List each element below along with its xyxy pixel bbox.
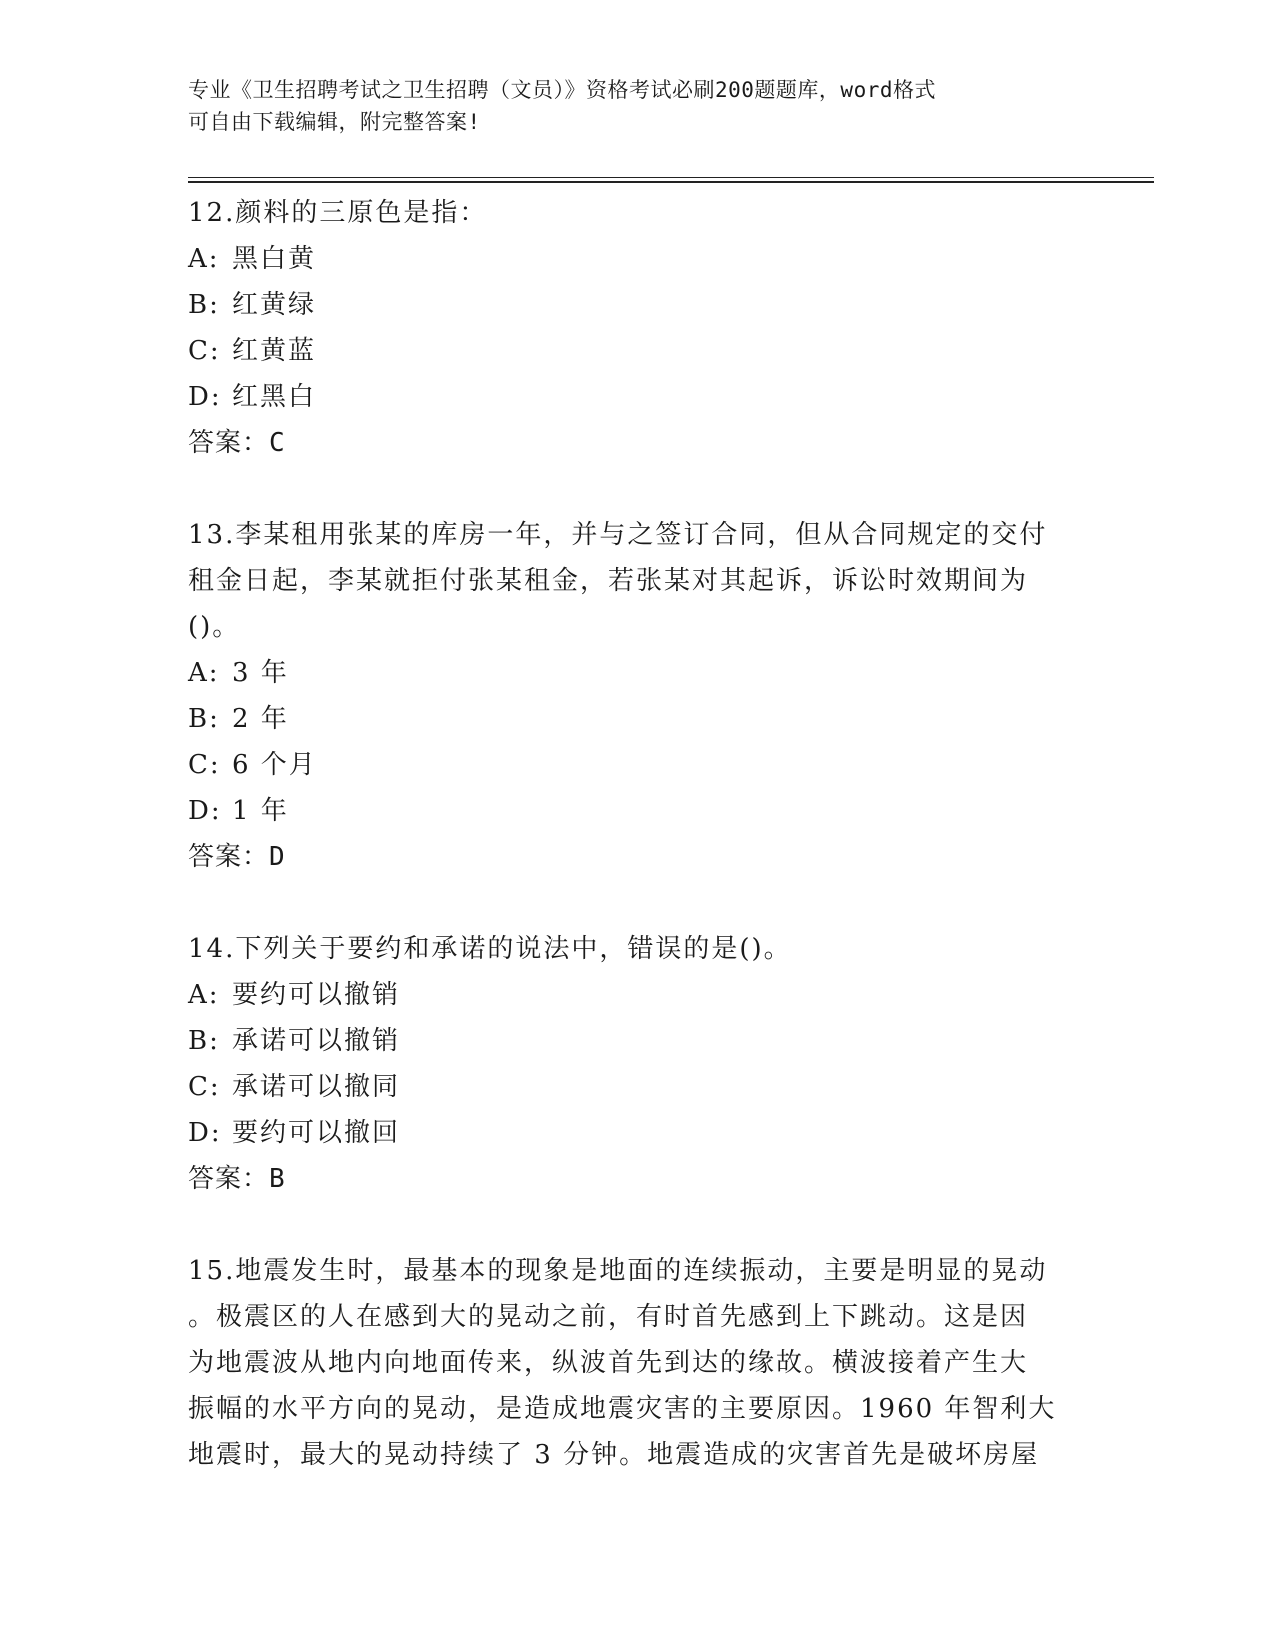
option-key: A:: [188, 658, 220, 688]
option-text: 红黄蓝: [232, 336, 317, 366]
question-stem-line: 租金日起，李某就拒付张某租金，若张某对其起诉，诉讼时效期间为: [188, 566, 1029, 596]
option-key: B:: [188, 704, 220, 734]
option-d: [188, 374, 1088, 420]
question-stem-line: 地震时，最大的晃动持续了 3 分钟。地震造成的灾害首先是破坏房屋: [188, 1440, 1040, 1470]
option-text: 承诺可以撤销: [232, 1026, 401, 1056]
question-12: [188, 190, 1088, 466]
option-b: [188, 282, 1088, 328]
question-stem-line: 。极震区的人在感到大的晃动之前，有时首先感到上下跳动。这是因: [188, 1302, 1029, 1332]
header-divider-thin: [188, 177, 1154, 178]
option-key: D:: [188, 382, 222, 412]
question-13: [188, 512, 1088, 880]
option-text: 红黑白: [232, 382, 317, 412]
answer-line: 答案：C: [188, 428, 286, 458]
option-key: D:: [188, 796, 222, 826]
header-line-2: 可自由下载编辑，附完整答案!: [188, 110, 481, 134]
spacer: [188, 466, 1088, 512]
option-b: [188, 1018, 1088, 1064]
option-text: 1 年: [232, 796, 289, 826]
option-key: A:: [188, 980, 220, 1010]
question-stem-line: ()。: [188, 612, 241, 642]
option-text: 要约可以撤销: [232, 980, 401, 1010]
option-a: [188, 650, 1088, 696]
spacer: [188, 880, 1088, 926]
question-stem-line: 13.李某租用张某的库房一年，并与之签订合同，但从合同规定的交付: [188, 520, 1048, 550]
option-key: C:: [188, 336, 221, 366]
question-14: [188, 926, 1088, 1202]
spacer: [188, 1202, 1088, 1248]
option-d: [188, 788, 1088, 834]
option-key: B:: [188, 290, 220, 320]
option-text: 3 年: [232, 658, 289, 688]
header-line-1: 专业《卫生招聘考试之卫生招聘（文员）》资格考试必刷200题题库，word格式: [188, 78, 936, 102]
option-a: [188, 972, 1088, 1018]
question-stem: 14.下列关于要约和承诺的说法中，错误的是()。: [188, 934, 792, 964]
option-text: 要约可以撤回: [232, 1118, 401, 1148]
answer-line: 答案：D: [188, 842, 286, 872]
option-c: [188, 742, 1088, 788]
document-header: [188, 74, 1068, 138]
header-divider-thick: [188, 181, 1154, 183]
question-15: [188, 1248, 1088, 1478]
option-key: B:: [188, 1026, 220, 1056]
option-text: 承诺可以撤同: [232, 1072, 401, 1102]
option-key: A:: [188, 244, 220, 274]
option-d: [188, 1110, 1088, 1156]
question-stem-line: 为地震波从地内向地面传来，纵波首先到达的缘故。横波接着产生大: [188, 1348, 1029, 1378]
question-stem-line: 15.地震发生时，最基本的现象是地面的连续振动，主要是明显的晃动: [188, 1256, 1048, 1286]
question-stem: 12.颜料的三原色是指：: [188, 198, 488, 228]
option-c: [188, 1064, 1088, 1110]
option-text: 黑白黄: [232, 244, 317, 274]
option-key: C:: [188, 750, 221, 780]
question-stem-line: 振幅的水平方向的晃动，是造成地震灾害的主要原因。1960 年智利大: [188, 1394, 1057, 1424]
option-key: D:: [188, 1118, 222, 1148]
option-a: [188, 236, 1088, 282]
option-c: [188, 328, 1088, 374]
answer-line: 答案：B: [188, 1164, 286, 1194]
option-text: 红黄绿: [232, 290, 317, 320]
option-key: C:: [188, 1072, 221, 1102]
option-text: 6 个月: [232, 750, 317, 780]
option-text: 2 年: [232, 704, 289, 734]
option-b: [188, 696, 1088, 742]
question-list: [188, 190, 1088, 1478]
